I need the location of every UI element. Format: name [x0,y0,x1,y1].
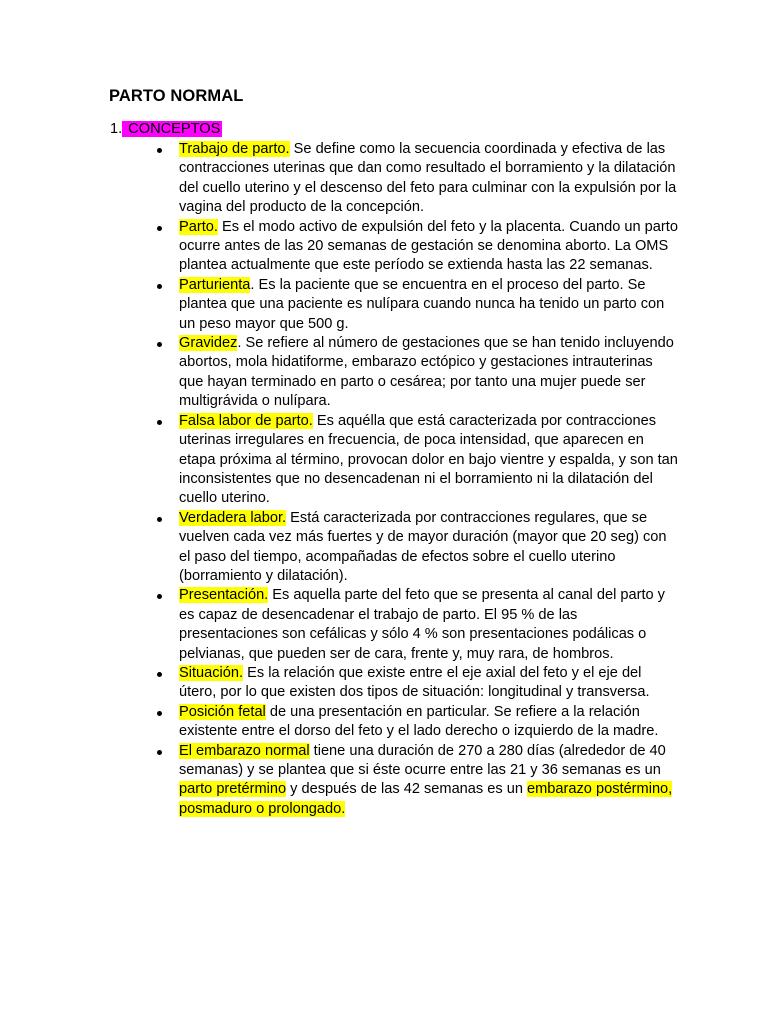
bullet-icon [157,594,162,599]
list-item [179,509,679,587]
term-highlight: parto pretérmino [179,781,287,798]
definition-text: . Es la paciente que se encuentra en el proceso del parto. Se plantea que una paciente es nulípara cuando nunca ha tenido un parto con un peso mayor que 500 g. [179,276,665,332]
list-item [179,334,679,412]
definition-text: Es la relación que existe entre el eje axial del feto y el eje del útero, por lo que existen dos tipos de situación: longitudinal y transversa. [179,664,650,701]
page-title: PARTO NORMAL [109,87,244,105]
term-highlight: Posición fetal [179,703,266,720]
bullet-icon [157,420,162,425]
definition-text: Es aquélla que está caracterizada por contracciones uterinas irregulares en frecuencia, de poca intensidad, que aparecen en etapa próxima al término, provocan dolor en bajo vientre y espalda, y son tan inconsistentes que no desencadenan ni el borramiento ni la dilatación del cuello uterino. [179,412,678,507]
bullet-icon [157,711,162,716]
term-highlight: Parto. [179,218,218,235]
definition-text: Es aquella parte del feto que se presenta al canal del parto y es capaz de desencadenar el trabajo de parto. El 95 % de las presentaciones son cefálicas y sólo 4 % son presentaciones podálicas o pelvianas, que pueden ser de cara, frente y, muy rara, de hombros. [179,587,665,662]
definition-text: y después de las 42 semanas es un [286,781,528,798]
bullet-icon [157,750,162,755]
list-item [179,140,679,218]
definitions-list [179,140,679,819]
list-item [179,742,679,820]
term-highlight: Gravidez [179,335,238,352]
list-item [179,412,679,509]
section-number: 1. [110,121,123,137]
list-item [179,276,679,334]
section-heading [110,120,222,140]
list-item [179,664,679,703]
bullet-icon [157,672,162,677]
term-highlight: Parturienta [179,276,251,293]
definition-text: Es el modo activo de expulsión del feto y la placenta. Cuando un parto ocurre antes de las 20 semanas de gestación se denomina aborto. La OMS plantea actualmente que este período se extienda hasta las 22 semanas. [179,218,678,274]
definition-text: tiene una duración de 270 a 280 días (alrededor de 40 semanas) y se plantea que si éste ocurre entre las 21 y 36 semanas es un [179,742,666,778]
list-item [179,218,679,276]
definition-text: Se define como la secuencia coordinada y efectiva de las contracciones uterinas que dan como resultado el borramiento y la dilatación del cuello uterino y el descenso del feto para culminar con la expulsión por la vagina del producto de la concepción. [179,141,677,216]
term-highlight: El embarazo normal [179,742,310,759]
section-label: CONCEPTOS [122,121,222,137]
bullet-icon [157,284,162,289]
list-item [179,586,679,664]
list-item [179,703,679,742]
bullet-icon [157,148,162,153]
bullet-icon [157,517,162,522]
term-highlight: Verdadera labor. [179,509,287,526]
definition-text: . Se refiere al número de gestaciones que se han tenido incluyendo abortos, mola hidatiforme, embarazo ectópico y gestaciones intrauterinas que hayan terminado en parto o cesárea; por tanto una mujer puede ser multigrávida o nulípara. [179,335,674,410]
term-highlight: Trabajo de parto. [179,141,290,157]
term-highlight: Presentación. [179,587,269,604]
definition-text: de una presentación en particular. Se refiere a la relación existente entre el dorso del feto y el lado derecho o izquierdo de la madre. [179,703,659,740]
term-highlight: Falsa labor de parto. [179,412,313,429]
term-highlight: embarazo postérmino, posmaduro o prolongado. [179,781,673,817]
definition-text: Está caracterizada por contracciones regulares, que se vuelven cada vez más fuertes y de mayor duración (mayor que 20 seg) con el paso del tiempo, acompañadas de efectos sobre el cuello uterino (borramiento y dilatación). [179,509,667,584]
bullet-icon [157,226,162,231]
term-highlight: Situación. [179,664,244,681]
bullet-icon [157,342,162,347]
